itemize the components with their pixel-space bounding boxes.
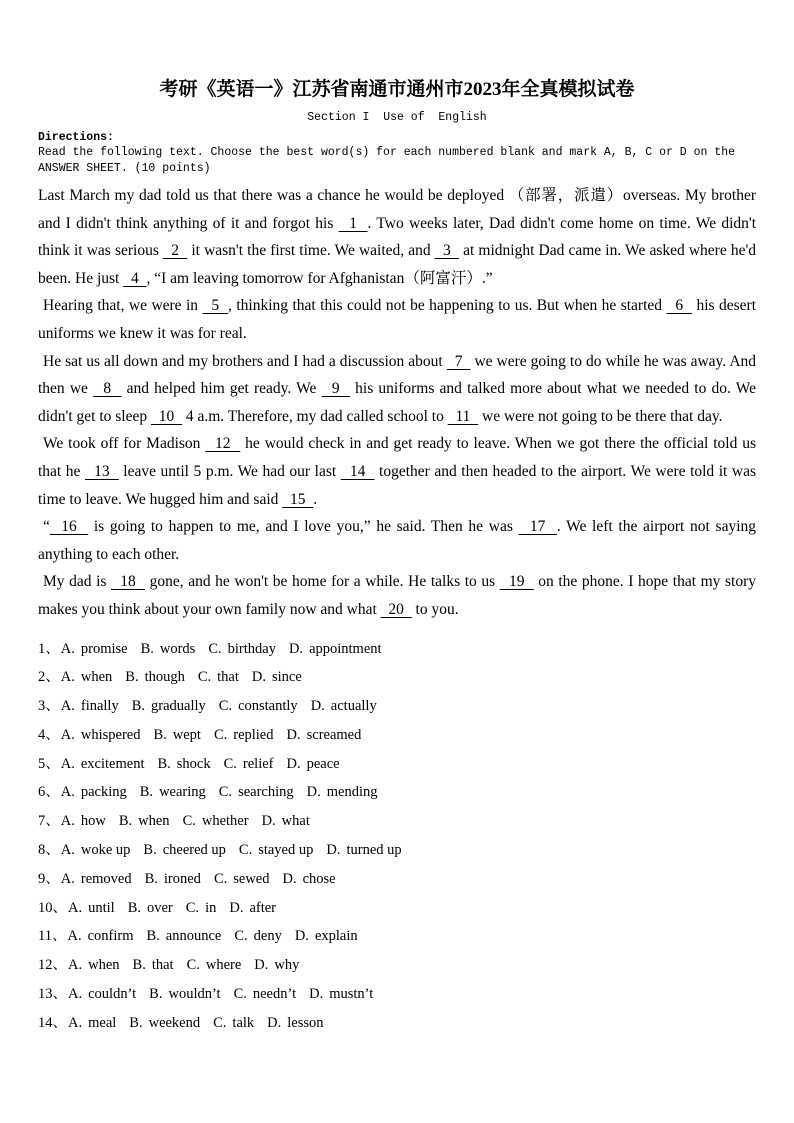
option-label: A. — [68, 899, 83, 916]
option-text: finally — [80, 698, 119, 715]
question-11-option-A — [67, 928, 133, 944]
question-5-option-D — [287, 756, 340, 772]
question-row-1 — [38, 635, 756, 664]
option-label: A. — [60, 755, 75, 772]
option-label: B. — [127, 899, 141, 916]
question-9-option-B — [145, 871, 201, 887]
question-3-option-A — [61, 698, 119, 714]
option-label: A. — [60, 842, 75, 859]
option-label: D. — [306, 784, 321, 801]
option-text: promise — [80, 640, 128, 657]
option-text: whether — [201, 813, 249, 830]
option-label: B. — [144, 870, 158, 887]
option-text: that — [217, 669, 239, 686]
option-text: removed — [80, 870, 132, 887]
question-1-option-A — [61, 641, 128, 657]
question-12-option-B — [133, 957, 174, 973]
option-text: sewed — [233, 870, 270, 887]
option-label: C. — [186, 957, 200, 974]
option-text: constantly — [238, 698, 298, 715]
option-text: confirm — [87, 928, 134, 945]
question-2-option-D — [252, 669, 302, 685]
question-7-option-B — [119, 813, 170, 829]
question-number: 10、 — [38, 899, 67, 916]
option-label: C. — [218, 784, 233, 801]
question-5-option-C — [224, 756, 274, 772]
question-1-option-B — [141, 641, 196, 657]
option-text: meal — [88, 1014, 117, 1031]
option-label: C. — [182, 813, 196, 830]
blank-8: 8 — [93, 380, 122, 398]
option-text: chose — [302, 870, 336, 887]
question-14-option-A — [68, 1015, 116, 1031]
blank-7: 7 — [446, 352, 471, 370]
question-number: 6、 — [38, 784, 60, 801]
paragraph-1: Last March my dad told us that there was a chance he would be deployed （部署，派遣）overseas. My brother and I didn't think anything of it and forgot his 1 . Two weeks later, Dad didn't come home on time. We didn't think it was serious 2 it wasn't the first time. We waited, and 3 at midnight Dad came in. We asked where he'd been. He just 4 , “I am leaving tomorrow for Afghanistan（阿富汗）.” — [38, 187, 757, 287]
question-13-option-D — [309, 986, 373, 1002]
question-6-option-C — [219, 784, 294, 800]
question-row-14 — [38, 1009, 756, 1038]
question-7-option-D — [262, 813, 310, 829]
option-label: B. — [143, 842, 157, 859]
question-row-4 — [38, 721, 756, 750]
blank-4: 4 — [123, 269, 147, 287]
option-text: appointment — [309, 640, 382, 657]
blank-12: 12 — [205, 435, 241, 453]
option-label: B. — [125, 669, 139, 686]
option-text: until — [88, 899, 115, 916]
option-label: B. — [118, 813, 133, 830]
option-label: B. — [129, 1014, 143, 1031]
question-5-option-A — [61, 756, 145, 772]
option-label: D. — [326, 842, 341, 859]
option-text: words — [159, 640, 196, 657]
blank-10: 10 — [151, 407, 182, 425]
option-text: whispered — [80, 726, 141, 743]
option-label: C. — [234, 928, 248, 945]
option-text: lesson — [287, 1014, 324, 1031]
question-12-option-C — [187, 957, 242, 973]
question-3-option-B — [132, 698, 206, 714]
question-8-option-B — [143, 842, 226, 858]
option-label: B. — [153, 726, 167, 743]
option-label: C. — [208, 640, 222, 657]
option-label: A. — [68, 957, 83, 974]
paragraph-3: He sat us all down and my brothers and I had a discussion about 7 we were going to do while he was away. And then we 8 and helped him get ready. We 9 his uniforms and talked more about what we needed to do. We didn't get to sleep 10 4 a.m. Therefore, my dad called school to 11 we were not going to be there that day. — [38, 352, 757, 425]
blank-1: 1 — [338, 214, 368, 232]
option-label: A. — [68, 1014, 83, 1031]
question-10-option-D — [229, 900, 276, 916]
option-label: A. — [60, 784, 75, 801]
question-14-option-D — [267, 1015, 323, 1031]
question-number: 5、 — [38, 755, 60, 772]
question-row-10 — [38, 894, 756, 923]
question-3-option-C — [219, 698, 298, 714]
blank-17: 17 — [518, 518, 557, 536]
question-number: 11、 — [38, 928, 67, 945]
option-label: D. — [251, 669, 267, 686]
question-5-option-B — [157, 756, 210, 772]
question-number: 13、 — [38, 986, 67, 1003]
blank-11: 11 — [447, 407, 479, 425]
option-text: wouldn’t — [168, 986, 221, 1003]
option-label: D. — [286, 755, 301, 772]
question-13-option-C — [234, 986, 297, 1002]
option-text: wearing — [159, 784, 206, 801]
option-label: A. — [68, 986, 83, 1003]
question-1-option-D — [289, 641, 382, 657]
option-text: talk — [232, 1014, 255, 1031]
question-8-option-C — [239, 842, 313, 858]
option-label: A. — [60, 813, 75, 830]
option-text: needn’t — [252, 986, 297, 1003]
blank-19: 19 — [499, 573, 534, 591]
question-number: 14、 — [38, 1014, 67, 1031]
question-3-option-D — [311, 698, 377, 714]
question-number: 1、 — [38, 640, 60, 657]
option-text: couldn’t — [88, 986, 137, 1003]
option-label: D. — [229, 899, 244, 916]
question-9-option-A — [61, 871, 132, 887]
option-label: A. — [67, 928, 82, 945]
option-text: replied — [233, 726, 274, 743]
option-label: D. — [294, 928, 309, 945]
option-text: in — [205, 899, 217, 916]
option-text: where — [205, 957, 242, 974]
question-number: 12、 — [38, 957, 67, 974]
option-text: cheered up — [162, 842, 226, 859]
option-text: stayed up — [258, 842, 314, 859]
paragraph-2: Hearing that, we were in 5 , thinking that this could not be happening to us. But when he started 6 his desert uniforms we knew it was for real. — [38, 297, 756, 342]
question-7-option-A — [61, 813, 106, 829]
question-10-option-C — [186, 900, 217, 916]
question-4-option-C — [214, 727, 274, 743]
questions — [38, 635, 756, 1038]
question-8-option-D — [326, 842, 401, 858]
option-text: woke up — [80, 842, 131, 859]
option-text: when — [80, 669, 113, 686]
paragraph-5: “ 16 is going to happen to me, and I love you,” he said. Then he was 17 . We left the airport not saying anything to each other. — [38, 518, 756, 563]
question-6-option-B — [140, 784, 206, 800]
option-label: D. — [261, 813, 276, 830]
option-text: what — [281, 813, 310, 830]
option-text: peace — [306, 755, 340, 772]
blank-15: 15 — [282, 490, 314, 508]
option-label: D. — [282, 870, 297, 887]
option-label: C. — [223, 755, 237, 772]
option-text: that — [151, 957, 174, 974]
question-13-option-A — [68, 986, 136, 1002]
option-label: D. — [309, 986, 324, 1003]
paragraph-6: My dad is 18 gone, and he won't be home for a while. He talks to us 19 on the phone. I hope that my story makes you think about your own family now and what 20 to you. — [38, 573, 757, 618]
option-label: C. — [185, 899, 200, 916]
question-number: 9、 — [38, 870, 60, 887]
question-number: 3、 — [38, 698, 60, 715]
blank-6: 6 — [666, 297, 693, 315]
option-text: after — [249, 899, 277, 916]
blank-14: 14 — [340, 462, 375, 480]
question-11-option-C — [234, 928, 281, 944]
option-text: gradually — [151, 698, 206, 715]
question-row-7 — [38, 807, 756, 836]
option-text: screamed — [306, 726, 362, 743]
option-label: B. — [157, 755, 171, 772]
blank-13: 13 — [85, 462, 119, 480]
option-text: shock — [176, 755, 211, 772]
question-row-12 — [38, 951, 756, 980]
question-1-option-C — [208, 641, 276, 657]
option-text: relief — [242, 755, 274, 772]
question-2-option-B — [125, 669, 185, 685]
option-label: C. — [213, 870, 228, 887]
option-label: B. — [139, 784, 154, 801]
directions-text: Read the following text. Choose the best word(s) for each numbered blank and mark A, B, C or D on the ANSWER SHEET. (10 points) — [38, 146, 736, 175]
option-text: how — [80, 813, 106, 830]
option-text: though — [144, 669, 185, 686]
question-4-option-D — [287, 727, 362, 743]
question-14-option-C — [213, 1015, 254, 1031]
question-row-2 — [38, 663, 756, 692]
question-2-option-A — [61, 669, 113, 685]
directions-label: Directions: — [38, 131, 114, 144]
option-label: D. — [310, 698, 325, 715]
option-label: B. — [131, 698, 146, 715]
option-text: searching — [238, 784, 294, 801]
question-number: 2、 — [38, 669, 60, 686]
question-6-option-D — [307, 784, 378, 800]
option-text: turned up — [346, 842, 402, 859]
option-text: wept — [172, 726, 201, 743]
option-label: C. — [197, 669, 212, 686]
option-label: C. — [218, 698, 233, 715]
question-9-option-C — [214, 871, 270, 887]
question-row-5 — [38, 750, 756, 779]
option-label: B. — [146, 928, 160, 945]
option-text: mending — [326, 784, 378, 801]
blank-2: 2 — [162, 242, 188, 260]
question-row-11 — [38, 922, 756, 951]
option-label: B. — [149, 986, 163, 1003]
option-label: B. — [140, 640, 154, 657]
passage — [38, 182, 756, 624]
option-label: A. — [60, 870, 75, 887]
option-text: announce — [165, 928, 222, 945]
question-12-option-A — [68, 957, 120, 973]
question-12-option-D — [254, 957, 299, 973]
option-text: weekend — [148, 1014, 201, 1031]
option-text: deny — [253, 928, 282, 945]
question-row-6 — [38, 778, 756, 807]
option-label: A. — [60, 698, 75, 715]
option-text: packing — [80, 784, 127, 801]
option-label: D. — [267, 1014, 282, 1031]
option-text: actually — [330, 698, 377, 715]
option-label: C. — [238, 842, 253, 859]
question-2-option-C — [198, 669, 239, 685]
question-8-option-A — [61, 842, 131, 858]
option-label: D. — [254, 957, 269, 974]
option-text: mustn’t — [329, 986, 374, 1003]
option-label: A. — [60, 640, 75, 657]
option-text: why — [274, 957, 300, 974]
option-text: ironed — [163, 870, 201, 887]
section-heading: Section I Use of English — [307, 111, 487, 124]
blank-18: 18 — [111, 573, 145, 591]
blank-20: 20 — [380, 600, 412, 618]
option-label: D. — [288, 640, 304, 657]
paragraph-4: We took off for Madison 12 he would check in and get ready to leave. When we got there the official told us that he 13 leave until 5 p.m. We had our last 14 together and then headed to the airport. We were told it was time to leave. We hugged him and said 15 . — [38, 435, 757, 508]
question-10-option-B — [128, 900, 173, 916]
option-label: C. — [213, 726, 228, 743]
question-9-option-D — [282, 871, 335, 887]
option-label: B. — [132, 957, 146, 974]
question-4-option-A — [61, 727, 141, 743]
question-14-option-B — [129, 1015, 200, 1031]
question-row-13 — [38, 980, 756, 1009]
option-label: C. — [213, 1014, 227, 1031]
document-title: 考研《英语一》江苏省南通市通州市2023年全真模拟试卷 — [159, 79, 635, 100]
option-text: over — [147, 899, 173, 916]
question-row-9 — [38, 865, 756, 894]
option-text: since — [272, 669, 302, 686]
question-row-3 — [38, 692, 756, 721]
question-13-option-B — [149, 986, 220, 1002]
blank-5: 5 — [202, 297, 229, 315]
option-label: C. — [233, 986, 247, 1003]
option-text: explain — [314, 928, 358, 945]
option-label: A. — [60, 669, 75, 686]
blank-9: 9 — [321, 380, 350, 398]
blank-3: 3 — [434, 242, 459, 260]
option-label: A. — [60, 726, 75, 743]
question-7-option-C — [183, 813, 249, 829]
question-10-option-A — [68, 900, 115, 916]
question-11-option-B — [146, 928, 221, 944]
question-number: 8、 — [38, 842, 60, 859]
question-6-option-A — [61, 784, 127, 800]
option-text: excitement — [80, 755, 145, 772]
question-row-8 — [38, 836, 756, 865]
option-text: when — [88, 957, 120, 974]
option-label: D. — [286, 726, 301, 743]
question-number: 7、 — [38, 813, 60, 830]
question-number: 4、 — [38, 726, 60, 743]
option-text: birthday — [227, 640, 276, 657]
question-11-option-D — [295, 928, 358, 944]
blank-16: 16 — [49, 518, 89, 536]
option-text: when — [138, 813, 170, 830]
question-4-option-B — [153, 727, 200, 743]
